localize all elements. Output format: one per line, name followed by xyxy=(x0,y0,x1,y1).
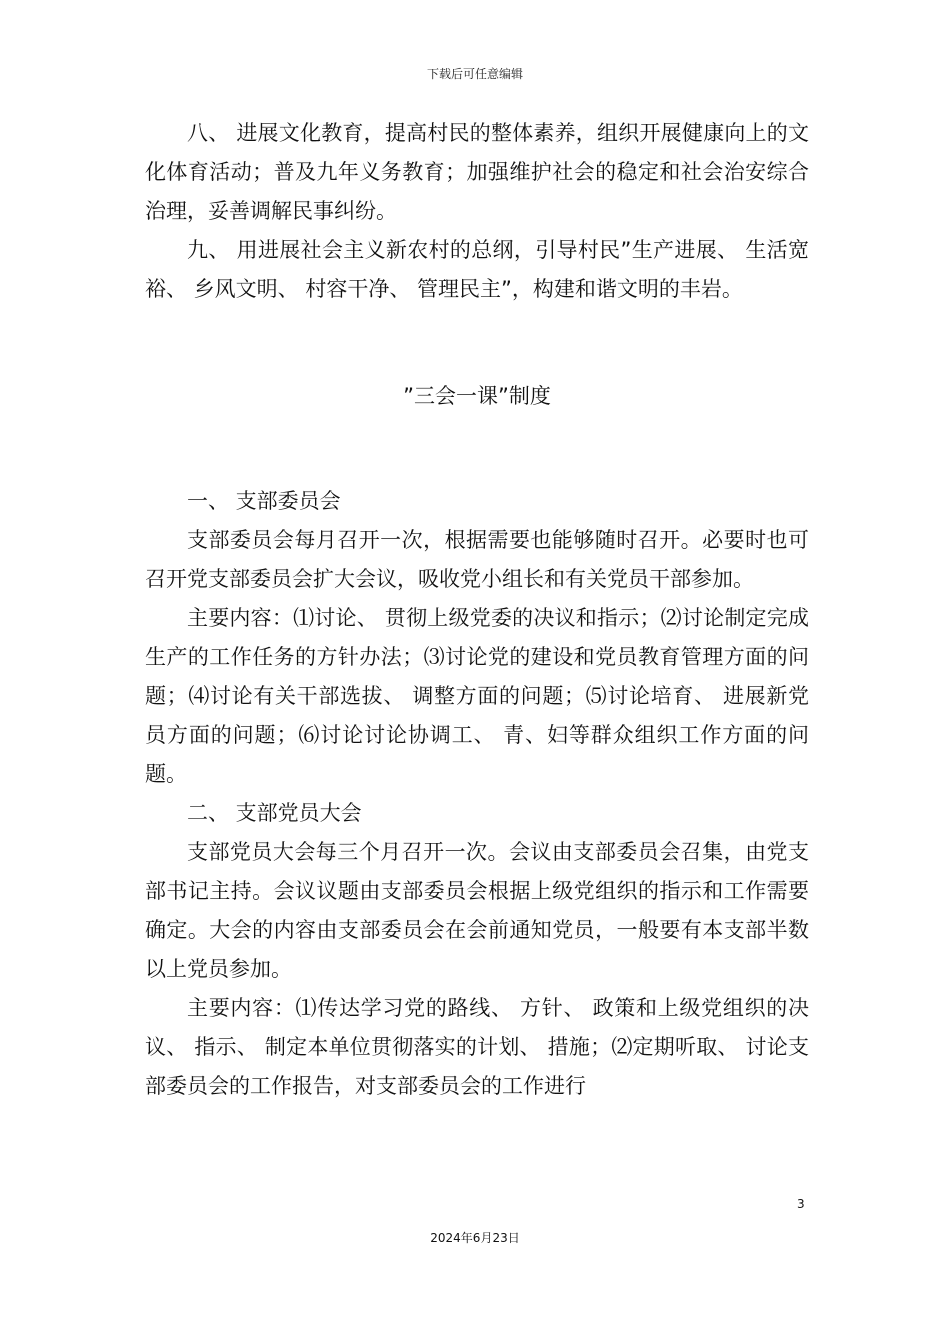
paragraph-eight: 八、 进展文化教育，提高村民的整体素养，组织开展健康向上的文化体育活动；普及九年义务教育；加强维护社会的稳定和社会治安综合治理，妥善调解民事纠纷。 xyxy=(145,121,809,223)
paragraph-nine: 九、 用进展社会主义新农村的总纲，引导村民”生产进展、 生活宽裕、 乡风文明、 村容干净、 管理民主”，构建和谐文明的丰岩。 xyxy=(145,238,809,301)
document-body xyxy=(145,114,809,1106)
paragraph-branch-committee-content: 主要内容：⑴讨论、 贯彻上级党委的决议和指示；⑵讨论制定完成生产的工作任务的方针办法；⑶讨论党的建设和党员教育管理方面的问题；⑷讨论有关干部选拔、 调整方面的问题；⑸讨论培育、 进展新党员方面的问题；⑹讨论讨论协调工、 青、妇等群众组织工作方面的问题。 xyxy=(145,606,809,786)
heading-branch-committee: 一、 支部委员会 xyxy=(187,489,341,513)
heading-party-congress: 二、 支部党员大会 xyxy=(187,801,362,825)
paragraph-party-congress-intro: 支部党员大会每三个月召开一次。会议由支部委员会召集，由党支部书记主持。会议议题由支部委员会根据上级党组织的指示和工作需要确定。大会的内容由支部委员会在会前通知党员，一般要有本支部半数以上党员参加。 xyxy=(145,840,809,981)
paragraph-party-congress-content: 主要内容：⑴传达学习党的路线、 方针、 政策和上级党组织的决议、 指示、 制定本单位贯彻落实的计划、 措施；⑵定期听取、 讨论支部委员会的工作报告，对支部委员会的工作进行 xyxy=(145,996,809,1098)
page-number: 3 xyxy=(797,1197,805,1211)
page-footer-date: 2024年6月23日 xyxy=(430,1231,520,1245)
page-header-note: 下载后可任意编辑 xyxy=(426,67,523,81)
section-title: ”三会一课”制度 xyxy=(403,384,551,408)
paragraph-branch-committee-intro: 支部委员会每月召开一次，根据需要也能够随时召开。必要时也可召开党支部委员会扩大会议，吸收党小组长和有关党员干部参加。 xyxy=(145,528,809,591)
